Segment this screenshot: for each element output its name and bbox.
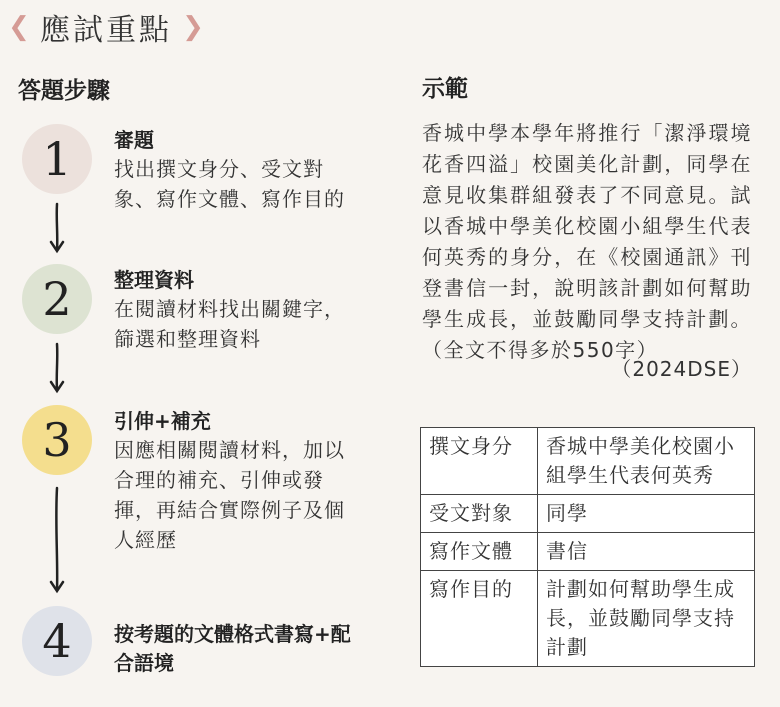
table-row [421,571,755,667]
step-4 [22,606,402,686]
step-3 [22,405,402,552]
exam-source: （2024DSE） [611,357,752,381]
step-number-badge: 1 [22,124,92,194]
step-number-badge: 2 [22,264,92,334]
step-title: 審題 [114,128,154,152]
step-2 [22,264,402,354]
banner-title: 應試重點 [40,13,172,48]
table-value: 同學 [538,495,755,533]
chevron-left-icon: ❮ [8,12,30,42]
table-key: 寫作文體 [421,533,538,571]
section-banner [8,10,204,48]
table-row [421,428,755,495]
down-arrow-icon [42,484,72,596]
table-row [421,533,755,571]
analysis-table [420,427,755,667]
table-key: 受文對象 [421,495,538,533]
table-value: 書信 [538,533,755,571]
step-1 [22,124,402,214]
step-number-badge: 3 [22,405,92,475]
table-key: 寫作目的 [421,571,538,667]
table-row [421,495,755,533]
step-description: 找出撰文身分、受文對象、寫作文體、寫作目的 [114,157,345,211]
chevron-right-icon: ❯ [182,12,204,42]
table-value: 香城中學美化校園小組學生代表何英秀 [538,428,755,495]
step-description: 在閱讀材料找出關鍵字，篩選和整理資料 [114,297,345,351]
down-arrow-icon [42,340,72,396]
example-heading: 示範 [422,76,468,102]
table-value: 計劃如何幫助學生成長，並鼓勵同學支持計劃 [538,571,755,667]
step-number-badge: 4 [22,606,92,676]
down-arrow-icon [42,200,72,256]
step-title: 引伸+補充 [114,409,211,433]
steps-heading: 答題步驟 [18,78,110,104]
step-title: 整理資料 [114,268,194,292]
example-prompt: 香城中學本學年將推行「潔淨環境 花香四溢」校園美化計劃，同學在意見收集群組發表了不同意見。試以香城中學美化校園小組學生代表何英秀的身分，在《校園通訊》刊登書信一封，說明該計劃如何幫助學生成長，並鼓勵同學支持計劃。（全文不得多於550字） [422,121,752,362]
table-key: 撰文身分 [421,428,538,495]
step-description: 因應相關閱讀材料，加以合理的補充、引伸或發揮，再結合實際例子及個人經歷 [114,438,345,552]
step-title: 按考題的文體格式書寫+配合語境 [114,622,351,675]
